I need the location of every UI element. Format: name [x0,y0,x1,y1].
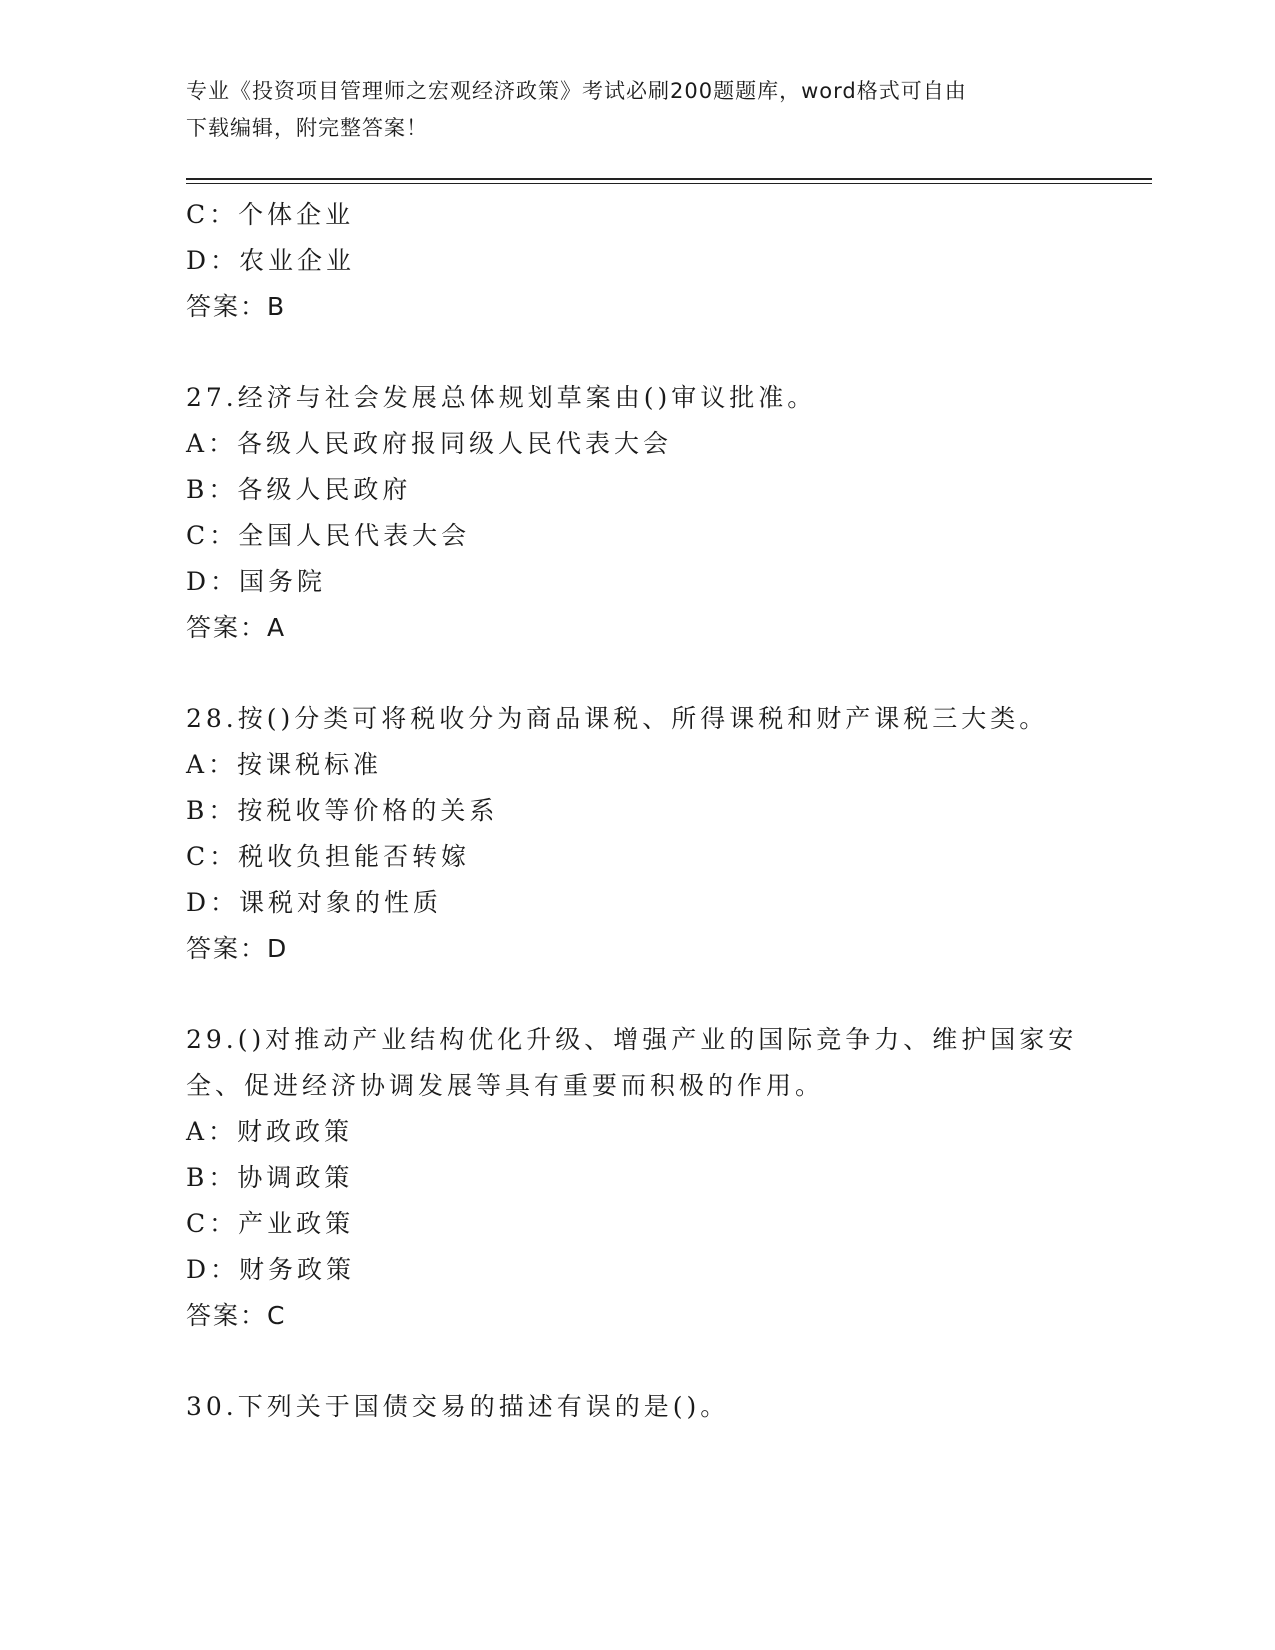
question-26-fragment [186,192,1086,330]
answer-line: 答案：C [186,1301,287,1330]
option-b: B：协调政策 [186,1163,354,1192]
question-27 [186,375,1086,651]
header-line-1: 专业《投资项目管理师之宏观经济政策》考试必刷200题题库，word格式可自由 [186,79,967,103]
spacer [186,972,1086,1017]
answer-line: 答案：B [186,292,287,321]
spacer [186,651,1086,696]
question-30 [186,1384,1086,1430]
option-c: C：个体企业 [186,200,355,229]
question-text: 27.经济与社会发展总体规划草案由()审议批准。 [186,383,817,412]
question-28 [186,696,1086,972]
question-29 [186,1017,1086,1339]
header-divider-thin [186,183,1152,184]
spacer [186,1339,1086,1384]
option-a: A：各级人民政府报同级人民代表大会 [186,429,673,458]
question-text: 28.按()分类可将税收分为商品课税、所得课税和财产课税三大类。 [186,704,1049,733]
question-text: 30.下列关于国债交易的描述有误的是()。 [186,1392,730,1421]
option-b: B：各级人民政府 [186,475,412,504]
option-d: D：课税对象的性质 [186,888,443,917]
option-d: D：国务院 [186,567,327,596]
header-line-2: 下载编辑，附完整答案！ [186,116,428,140]
header-divider-thick [186,178,1152,180]
option-b: B：按税收等价格的关系 [186,796,499,825]
option-a: A：财政政策 [186,1117,354,1146]
answer-line: 答案：A [186,613,287,642]
question-text-line-2: 全、促进经济协调发展等具有重要而积极的作用。 [186,1071,825,1100]
question-list [186,192,1086,1430]
option-d: D：农业企业 [186,246,356,275]
option-c: C：全国人民代表大会 [186,521,471,550]
question-text-line-1: 29.()对推动产业结构优化升级、增强产业的国际竞争力、维护国家安 [186,1025,1078,1054]
option-c: C：税收负担能否转嫁 [186,842,471,871]
option-c: C：产业政策 [186,1209,355,1238]
answer-line: 答案：D [186,934,289,963]
spacer [186,330,1086,375]
option-d: D：财务政策 [186,1255,356,1284]
document-header [186,73,1076,147]
option-a: A：按课税标准 [186,750,383,779]
